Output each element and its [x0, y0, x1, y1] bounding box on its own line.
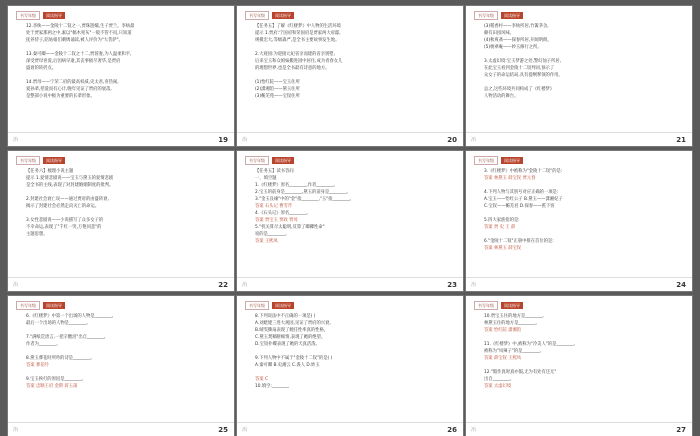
- slide-text-line: A.刘姥姥三进大观园,见证了贾府的兴衰。: [255, 321, 334, 326]
- slide-text-line: 3.太虚幻境:宝玉梦游之处,警幻仙子所居,: [484, 59, 562, 64]
- slide-text-line: 后来宝玉和众姐妹搬进园中居住,成为青春女儿: [255, 59, 343, 64]
- slide-footer: [237, 132, 463, 146]
- slide-text-line: 答案 王熙凤: [255, 239, 278, 244]
- slide-text-line: 答案 贾宝玉 贾政 贾母: [255, 218, 298, 223]
- slide-tag-grade: 书写年级: [474, 301, 498, 310]
- slide-footer: [466, 132, 692, 146]
- slide-text-line: [484, 51, 676, 58]
- slide-footer-mark: 冶: [13, 137, 19, 143]
- slide-text-line: 在此宝玉看到金陵十二钗判词,预示了: [484, 66, 555, 71]
- slide-text-line: 14.贾母——宁荣二府的最高权威,史太君,喜热闹,: [26, 80, 119, 85]
- slide-footer-mark: 冶: [242, 282, 248, 288]
- slide-text-line: 答案 C: [255, 377, 268, 382]
- slide-header: [245, 12, 294, 19]
- slide-text-line: 一、填空题: [255, 176, 277, 181]
- slide-text-line: 答案 太虚幻境: [484, 384, 512, 389]
- slide-footer: [237, 277, 463, 291]
- slide-text-line: 颇有田园风味。: [484, 31, 515, 36]
- slide-text-line: [484, 231, 676, 238]
- slide-page-number: 22: [218, 281, 228, 289]
- slide-footer: [466, 422, 692, 436]
- slide-text-line: 答案 薛宝钗 王熙凤: [484, 356, 522, 361]
- slide-text-line: 3."金玉良缘"中的"金"指________,"玉"指________。: [255, 197, 354, 202]
- slide-tag-grade: 书写年级: [245, 11, 269, 20]
- slide-header: [16, 157, 65, 164]
- slide-text-line: (3)蘅芜苑——宝钗住所: [255, 94, 300, 99]
- slide-thumbnail[interactable]: [8, 6, 234, 146]
- slide-footer: [8, 422, 234, 436]
- slide-tag-grade: 书写年级: [245, 301, 269, 310]
- slide-text-line: 4.下列人物与其别号对应正确的一项是:: [484, 190, 559, 195]
- slide-body: [26, 313, 218, 420]
- slide-thumbnail[interactable]: [237, 296, 463, 436]
- slide-text-line: 盛衰的转折点。: [26, 66, 57, 71]
- slide-footer-mark: 冶: [471, 427, 477, 433]
- slide-text-line: 3.女性悲剧说——小说描写了众多女子的: [26, 218, 104, 223]
- slide-footer-mark: 冶: [242, 137, 248, 143]
- slide-text-line: 总之,这些环境共同构成了《红楼梦》: [484, 87, 555, 92]
- slide-text-line: 6."金陵十二钗"正册中排在首位的是:: [484, 239, 554, 244]
- slide-text-line: 答案 葬花吟: [26, 363, 49, 368]
- slide-thumbnail[interactable]: [466, 151, 692, 291]
- slide-thumbnail[interactable]: [466, 6, 692, 146]
- slide-text-line: 【任务五】了解《红楼梦》中人物的生活环境: [255, 24, 341, 29]
- slide-footer-mark: 冶: [242, 427, 248, 433]
- slide-text-line: 13.秦可卿——金陵十二钗之十二,贾蓉妻,为人温柔和平,: [26, 52, 132, 57]
- slide-footer-mark: 冶: [13, 282, 19, 288]
- slide-text-line: 9.宝玉挨打的原因是________。: [26, 377, 86, 382]
- slide-text-line: (1)怡红院——宝玉住所: [255, 80, 300, 85]
- slide-text-line: (3)稻香村——李纨所居,竹篱茅舍,: [484, 24, 549, 29]
- slide-text-line: [26, 327, 218, 334]
- slide-text-line: 2.封建社会衰亡说——通过贾府的由盛转衰,: [26, 197, 109, 202]
- slide-text-line: 10.填空:________: [255, 384, 290, 389]
- slide-text-line: 最后一个出场的人物是________。: [26, 321, 91, 326]
- slide-body: [484, 23, 676, 130]
- slide-text-line: (5)栊翠庵——妙玉修行之所。: [484, 45, 542, 50]
- slide-page-number: 26: [447, 426, 457, 434]
- slide-text-line: [484, 210, 676, 217]
- slide-text-line: 不幸命运,表现了"千红一哭,万艳同悲"的: [26, 225, 102, 230]
- slide-text-line: 提示 1.爱情悲剧说——宝玉与黛玉的爱情悲剧: [26, 176, 114, 181]
- slide-tag-grade: 书写年级: [245, 156, 269, 165]
- slide-text-line: 5.四大家族指的是:: [484, 218, 520, 223]
- slide-text-line: 9.下列人物中不属于"金陵十二钗"的是( ): [255, 356, 333, 361]
- slide-text-line: 主题思想。: [26, 232, 48, 237]
- slide-tag-section: 阅读指导: [272, 157, 294, 164]
- slide-text-line: 2.宝玉的前身是________,黛玉的前身是________。: [255, 190, 351, 195]
- slide-text-line: 答案 林黛玉 薛宝钗 贾元春: [484, 176, 536, 181]
- slide-text-line: [484, 334, 676, 341]
- slide-text-line: 说的是________。: [255, 232, 290, 237]
- slide-header: [245, 157, 294, 164]
- slide-page-number: 24: [676, 281, 686, 289]
- slide-text-line: 揭示了封建社会必然走向灭亡的命运。: [26, 204, 100, 209]
- slide-text-line: 【任务六】梳理小说主题: [26, 169, 74, 174]
- slide-thumbnail[interactable]: [237, 6, 463, 146]
- slide-text-line: (2)潇湘馆——黛玉住所: [255, 87, 300, 92]
- slide-text-line: [255, 72, 447, 79]
- slide-body: [26, 23, 218, 130]
- slide-text-line: D.宝钗扑蝶表现了她的天真活泼。: [255, 342, 320, 347]
- slide-text-line: 是全书的主线,表现了对封建婚姻制度的批判。: [26, 183, 114, 188]
- slide-footer: [8, 277, 234, 291]
- slide-tag-section: 阅读指导: [501, 302, 523, 309]
- slide-text-line: 6.《红楼梦》中第一个出场的人物是________,: [26, 314, 114, 319]
- slide-text-line: [484, 362, 676, 369]
- slide-tag-grade: 书写年级: [16, 156, 40, 165]
- slide-text-line: [26, 72, 218, 79]
- slide-footer: [8, 132, 234, 146]
- slide-footer: [237, 422, 463, 436]
- slide-text-line: 答案 贾 史 王 薛: [484, 225, 516, 230]
- slide-text-line: 被称为"凤辣子"的是________。: [484, 349, 544, 354]
- slide-tag-section: 阅读指导: [43, 157, 65, 164]
- slide-header: [245, 302, 294, 309]
- slide-thumbnail[interactable]: [8, 151, 234, 291]
- slide-tag-section: 阅读指导: [43, 12, 65, 19]
- slide-footer-mark: 冶: [13, 427, 19, 433]
- slide-footer-mark: 冶: [471, 137, 477, 143]
- slide-text-line: (4)秋爽斋——探春所居,开阔明朗。: [484, 38, 552, 43]
- slide-footer-mark: 冶: [471, 282, 477, 288]
- slide-page-number: 23: [447, 281, 457, 289]
- slide-page-number: 20: [447, 136, 457, 144]
- slide-tag-grade: 书写年级: [16, 11, 40, 20]
- slide-tag-section: 阅读指导: [501, 12, 523, 19]
- slide-text-line: 8.下列说法中不正确的一项是( ): [255, 314, 316, 319]
- slide-text-line: 答案 林黛玉 薛宝钗: [484, 246, 522, 251]
- slide-body: [255, 313, 447, 420]
- slide-text-line: [484, 79, 676, 86]
- slide-text-line: 深受贾母喜爱,后因病早逝,其丧事极尽奢华,是贾府: [26, 59, 121, 64]
- slide-body: [255, 168, 447, 275]
- slide-footer: [466, 277, 692, 291]
- slide-page-number: 19: [218, 136, 228, 144]
- slide-tag-section: 阅读指导: [272, 302, 294, 309]
- slide-header: [474, 12, 523, 19]
- slide-text-line: [255, 44, 447, 51]
- slide-body: [26, 168, 218, 275]
- slide-text-line: [255, 369, 447, 376]
- slide-page-number: 21: [676, 136, 686, 144]
- slide-tag-section: 阅读指导: [43, 302, 65, 309]
- slide-text-line: 抚养侍子,陪姑娘们刺绣诵读,被人评价为"大菩萨"。: [26, 38, 123, 43]
- slide-header: [16, 302, 65, 309]
- slide-text-line: A.宝玉——怡红公子 B.黛玉——潇湘妃子: [484, 197, 563, 202]
- slide-text-line: [26, 369, 218, 376]
- slide-text-line: 2.大观园:为迎接元妃省亲而建的省亲别墅,: [255, 52, 335, 57]
- slide-tag-grade: 书写年级: [474, 11, 498, 20]
- slide-text-line: 答案 石头记 曹雪芹: [255, 204, 293, 209]
- slide-text-line: B.晴雯撕扇表现了她任性率真的性格。: [255, 328, 329, 333]
- slide-tag-grade: 书写年级: [474, 156, 498, 165]
- slide-text-line: 规模宏大,等级森严,是全书主要故事发生地。: [255, 38, 340, 43]
- slide-text-line: 是整部小说中极为重要的长辈形象。: [26, 94, 95, 99]
- slide-thumbnail[interactable]: [466, 296, 692, 436]
- slide-text-line: [484, 182, 676, 189]
- slide-thumbnail[interactable]: [237, 151, 463, 291]
- slide-text-line: 1.《红楼梦》原名________,作者________。: [255, 183, 338, 188]
- slide-text-line: 4.《石头记》原名________。: [255, 211, 311, 216]
- slide-text-line: 8.黛玉葬花时所吟的诗是________。: [26, 356, 95, 361]
- slide-text-line: 人物活动的舞台。: [484, 94, 519, 99]
- slide-text-line: 林黛玉住的地方是________。: [484, 321, 540, 326]
- slide-text-line: 11.《红楼梦》中,被称为"冷美人"的是________,: [484, 342, 575, 347]
- slide-text-line: [26, 189, 218, 196]
- slide-header: [16, 12, 65, 19]
- slide-tag-section: 阅读指导: [272, 12, 294, 19]
- slide-page-number: 27: [676, 426, 686, 434]
- slide-tag-grade: 书写年级: [16, 301, 40, 310]
- slide-text-line: [26, 210, 218, 217]
- slide-text-line: 处于贾家那两之中,素以"槁木死灰"一般不管不问,只知道: [26, 31, 132, 36]
- slide-text-line: 12.李纨——金陵十二钗之一,贾珠遗孀,生子贾兰。李纨最: [26, 24, 135, 29]
- slide-tag-section: 阅读指导: [501, 157, 523, 164]
- slide-text-line: [26, 348, 218, 355]
- slide-text-line: C.黛玉焚稿断痴情,表现了她的绝望。: [255, 335, 326, 340]
- slide-text-line: 提示 1.贾府:宁国府和荣国府是贾家两大府邸,: [255, 31, 341, 36]
- slide-page-number: 25: [218, 426, 228, 434]
- slide-header: [474, 302, 523, 309]
- slide-text-line: 众女子的命运结局,具有提纲挈领的作用。: [484, 73, 563, 78]
- slide-text-line: 爱孙辈,慈爱而有心计,晚年见证了贾府的衰落,: [26, 87, 112, 92]
- slide-text-line: 作者为________。: [26, 342, 61, 347]
- slide-thumbnail[interactable]: [8, 296, 234, 436]
- slide-body: [484, 168, 676, 275]
- slide-text-line: 答案 忠顺王府 金钏 蒋玉菡: [26, 384, 78, 389]
- slide-text-line: C.宝钗——蘅芜君 D.探春——蕉下客: [484, 204, 555, 209]
- slide-text-line: [26, 44, 218, 51]
- slide-body: [484, 313, 676, 420]
- slide-text-line: 7."满纸荒唐言,一把辛酸泪"出自________,: [26, 335, 106, 340]
- slide-text-line: 出自________。: [484, 377, 515, 382]
- slide-text-line: 【任务五】读书答问: [255, 169, 294, 174]
- slide-text-line: 10.贾宝玉住的地方是________,: [484, 314, 544, 319]
- slide-text-line: 的理想世界,也是全书最有诗意的地方。: [255, 66, 330, 71]
- slide-body: [255, 23, 447, 130]
- slide-text-line: [255, 348, 447, 355]
- slide-text-line: 12."假作真时真亦假,无为有处有还无": [484, 370, 557, 375]
- slide-text-line: 答案 怡红院 潇湘馆: [484, 328, 522, 333]
- slide-text-line: A.秦可卿 B.史湘云 C.袭人 D.妙玉: [255, 363, 320, 368]
- slide-header: [474, 157, 523, 164]
- slide-text-line: 5."机关算尽太聪明,反算了卿卿性命": [255, 225, 325, 230]
- slide-text-line: 3.《红楼梦》中被称为"金陵十二钗"的是:: [484, 169, 563, 174]
